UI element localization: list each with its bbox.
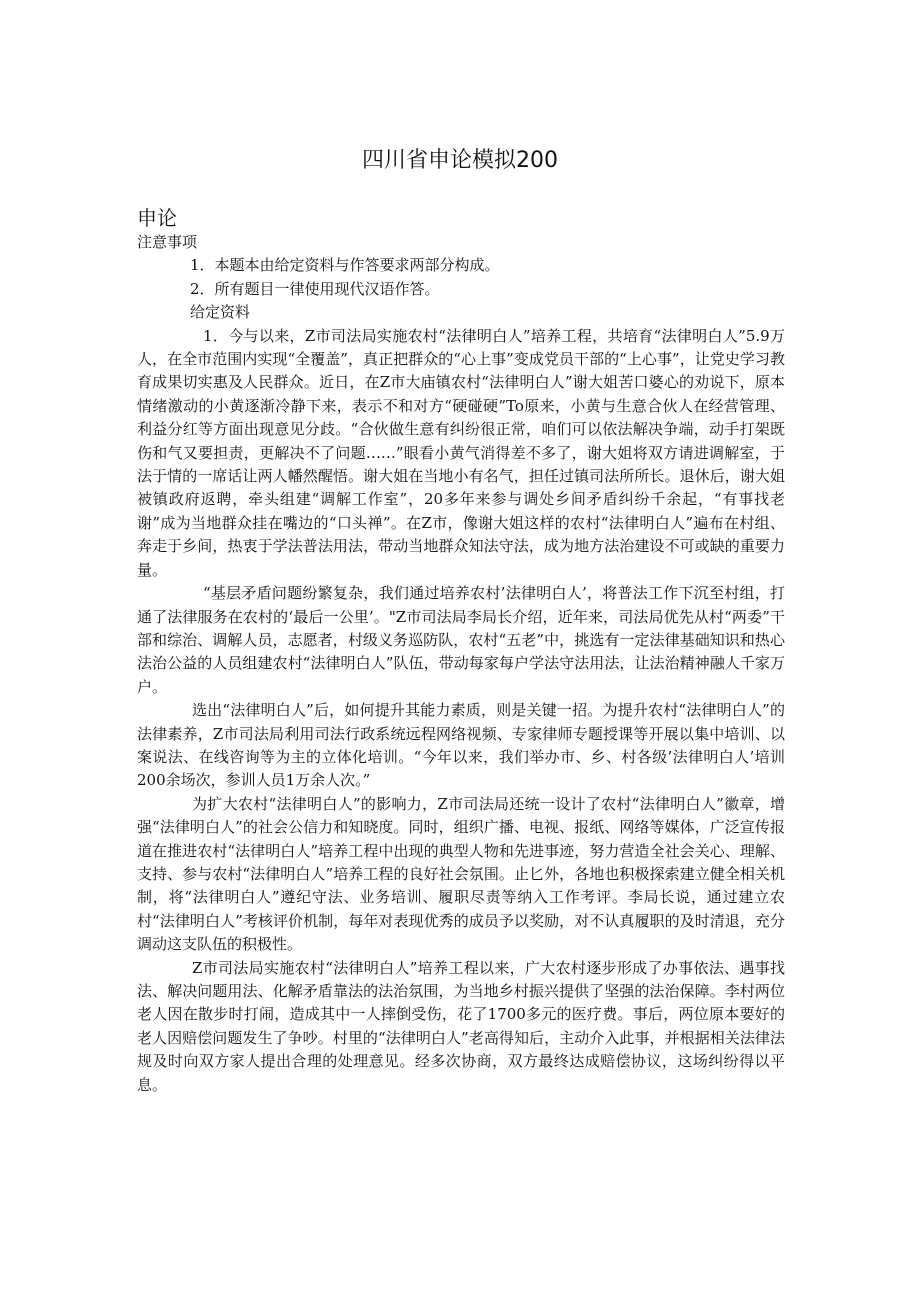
- material-paragraph-4: 为扩大农村“法律明白人”的影响力，Z市司法局还统一设计了农村“法律明白人”徽章，增强“法律明白人”的社会公信力和知晓度。同时，组织广播、电视、报纸、网络等媒体，广泛宣传报道在推进农村“法律明白人”培养工程中出现的典型人物和先进事迹，努力营造全社会关心、理解、支持、参与农村“法律明白人”培养工程的良好社会氛围。止匕外，各地也积极探索建立健全相关机制，将“法律明白人”遵纪守法、业务培训、履职尽责等纳入工作考评。李局长说，通过建立农村“法律明白人”考核评价机制，每年对表现优秀的成员予以奖励，对不认真履职的及时清退，充分调动这支队伍的积极性。: [137, 794, 785, 954]
- section-heading: 申论: [137, 206, 177, 230]
- material-paragraph-3: 选出“法律明白人”后，如何提升其能力素质，则是关键一招。为提升农村“法律明白人”的法律素养，Z市司法局利用司法行政系统远程网络视频、专家律师专题授课等开展以集中培训、以案说法、在线咨询等为主的立体化培训。“今年以来，我们举办市、乡、村各级’法律明白人’培训200余场次，参训人员1万余人次。”: [137, 701, 785, 790]
- material-paragraph-5: Z市司法局实施农村“法律明白人”培养工程以来，广大农村逐步形成了办事依法、遇事找法、解决问题用法、化解矛盾靠法的法治氛围，为当地乡村振兴提供了坚强的法治保障。李村两位老人因在散步时打闹，造成其中一人摔倒受伤，花了1700多元的医疗费。事后，两位原本要好的老人因赔偿问题发生了争吵。村里的“法律明白人”老高得知后，主动介入此事，并根据相关法律法规及时向双方家人提出合理的处理意见。经多次协商，双方最终达成赔偿协议，这场纠纷得以平息。: [137, 958, 785, 1094]
- notice-heading: 注意事项: [137, 233, 198, 251]
- document-title: 四川省申论模拟200: [362, 148, 558, 173]
- document-body: [137, 231, 785, 1097]
- material-paragraph-1: 1．今与以来，Z市司法局实施农村“法律明白人”培养工程，共培育“法律明白人”5.9万人，在全市范围内实现“全覆盖”，真正把群众的“心上事”变成党员干部的“上心事”，让党史学习教育成果切实惠及人民群众。近日，在Z市大庙镇农村“法律明白人”谢大姐苦口婆心的劝说下，原本情绪激动的小黄逐渐冷静下来，表示不和对方“硬碰硬”To原来，小黄与生意合伙人在经营管理、利益分红等方面出现意见分歧。“合伙做生意有纠纷很正常，咱们可以依法解决争端，动手打架既伤和气又要担责，更解决不了问题……”眼看小黄气消得差不多了，谢大姐将双方请进调解室，于法于情的一席话让两人幡然醒悟。谢大姐在当地小有名气，担任过镇司法所所长。退休后，谢大姐被镇政府返聘，牵头组建“调解工作室”，20多年来参与调处乡间矛盾纠纷千余起，“有事找老谢”成为当地群众挂在嘴边的“口头禅”。在Z市，像谢大姐这样的农村“法律明白人”遍布在村组、奔走于乡间，热衷于学法普法用法，带动当地群众知法守法，成为地方法治建设不可或缺的重要力量。: [137, 326, 785, 579]
- notice-item-1: 1．本题本由给定资料与作答要求两部分构成。: [190, 256, 500, 275]
- materials-heading: 给定资料: [190, 303, 251, 322]
- notice-item-2: 2．所有题目一律使用现代汉语作答。: [190, 279, 440, 298]
- material-paragraph-2: “基层矛盾问题纷繁复杂，我们通过培养农村’法律明白人’，将普法工作下沉至村组，打通了法律服务在农村的‘最后一公里’。"Z市司法局李局长介绍，近年来，司法局优先从村“两委”干部和综治、调解人员，志愿者，村级义务巡防队，农村“五老”中，挑选有一定法律基础知识和热心法治公益的人员组建农村“法律明白人”队伍，带动每家每户学法守法用法，让法治精神融人千家万户。: [137, 584, 785, 696]
